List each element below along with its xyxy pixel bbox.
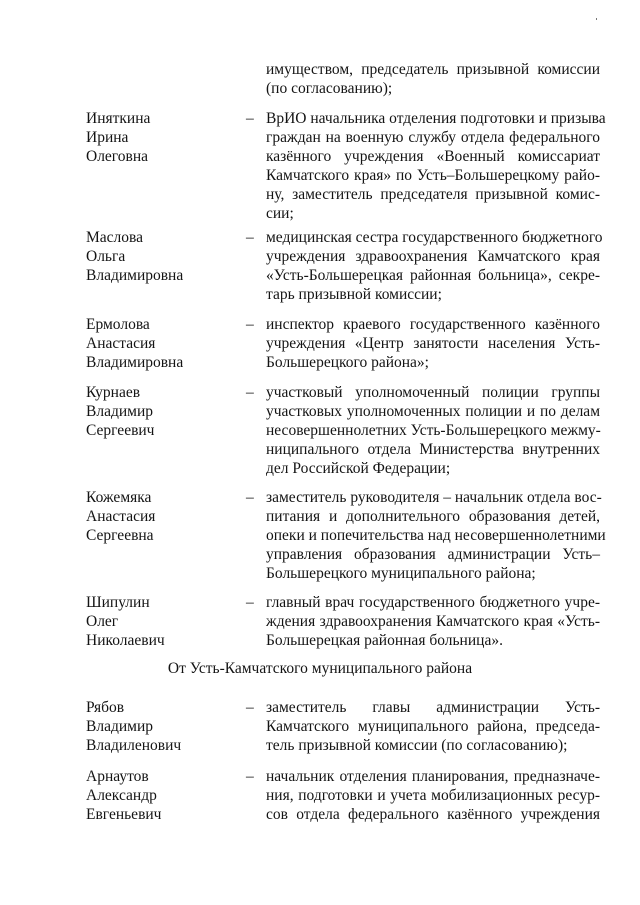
dash-separator: – [246,384,254,401]
dash-separator: – [246,594,254,611]
member-name [86,228,226,285]
first-name: Олег [86,613,119,630]
text-line: ну, заместитель председателя призывной комис- [266,186,600,203]
text-line: медицинская сестра государственного бюджетного [266,229,603,246]
text-line: имуществом, председатель призывной комиссии [266,61,600,78]
text-line: Большерецкого района»; [266,354,429,371]
first-name: Ольга [86,248,126,265]
text-line: (по согласованию); [266,80,393,97]
text-line: учреждения «Центр занятости населения Усть- [266,335,600,352]
member-description [266,109,606,223]
text-line: казённого учреждения «Военный комиссариат [266,148,600,165]
text-line: заместитель главы администрации Усть- [266,699,600,716]
surname: Иняткина [86,110,151,127]
patronymic: Николаевич [86,632,165,649]
surname: Маслова [86,229,144,246]
dash-separator: – [246,489,254,506]
dash-separator: – [246,316,254,333]
first-name: Владимир [86,403,153,420]
text-line: заместитель руководителя – начальник отдела вос- [266,489,602,506]
first-name: Анастасия [86,335,156,352]
section-heading: От Усть-Камчатского муниципального района [167,660,473,677]
first-name: Владимир [86,718,153,735]
text-line: граждан на военную службу отдела федерального [266,129,600,146]
text-line: «Усть-Большерецкая районная больница», секре- [266,267,600,284]
surname: Шипулин [86,594,150,611]
member-name [86,109,226,166]
member-name [86,383,226,440]
patronymic: Сергеевич [86,422,155,439]
member-description [266,593,600,650]
surname: Кожемяка [86,489,152,506]
member-name [86,488,226,545]
surname: Рябов [86,699,125,716]
first-name: Ирина [86,129,129,146]
patronymic: Евгеньевич [86,806,162,823]
text-line: инспектор краевого государственного казённого [266,316,600,333]
dash-separator: – [246,110,254,127]
member-description [266,767,600,824]
text-line: управления образования администрации Усть– [266,546,600,563]
text-line: опеки и попечительства над несовершеннолетними [266,527,606,544]
member-description [266,383,600,478]
patronymic: Олеговна [86,148,149,165]
text-line: дел Российской Федерации; [266,460,451,477]
text-line: главный врач государственного бюджетного учре- [266,594,600,611]
text-line: Большерецкая районная больница». [266,632,503,649]
text-line: учреждения здравоохранения Камчатского края [266,248,600,265]
text-line: сов отдела федерального казённого учреждения [266,806,600,823]
text-line: Камчатского края» по Усть–Большерецкому райо- [266,167,600,184]
scan-speck [596,18,597,20]
member-name [86,593,226,650]
text-line: начальник отделения планирования, предназначе- [266,768,600,785]
surname: Курнаев [86,384,141,401]
continuation-text [266,60,600,98]
text-line: тарь призывной комиссии; [266,286,442,303]
surname: Арнаутов [86,768,149,785]
member-description [266,488,606,583]
text-line: ниципального отдела Министерства внутренних [266,441,600,458]
text-line: питания и дополнительного образования детей, [266,508,600,525]
member-description [266,698,600,755]
text-line: сии; [266,205,294,222]
member-description [266,315,600,372]
text-line: Большерецкого муниципального района; [266,565,536,582]
patronymic: Владимировна [86,267,184,284]
member-name [86,767,226,824]
text-line: ния, подготовки и учета мобилизационных ресур- [266,787,600,804]
first-name: Александр [86,787,157,804]
text-line: участковых уполномоченных полиции и по делам [266,403,600,420]
text-line: несовершеннолетних Усть-Большерецкого межму- [266,422,601,439]
dash-separator: – [246,699,254,716]
text-line: тель призывной комиссии (по согласованию); [266,737,568,754]
patronymic: Владиленович [86,737,182,754]
text-line: участковый уполномоченный полиции группы [266,384,600,401]
surname: Ермолова [86,316,150,333]
dash-separator: – [246,229,254,246]
member-name [86,315,226,372]
member-name [86,698,226,755]
text-line: ВрИО начальника отделения подготовки и призыва [266,110,606,127]
member-description [266,228,603,304]
dash-separator: – [246,768,254,785]
text-line: ждения здравоохранения Камчатского края «Усть- [266,613,600,630]
patronymic: Сергеевна [86,527,154,544]
text-line: Камчатского муниципального района, председа- [266,718,600,735]
patronymic: Владимировна [86,354,184,371]
first-name: Анастасия [86,508,156,525]
